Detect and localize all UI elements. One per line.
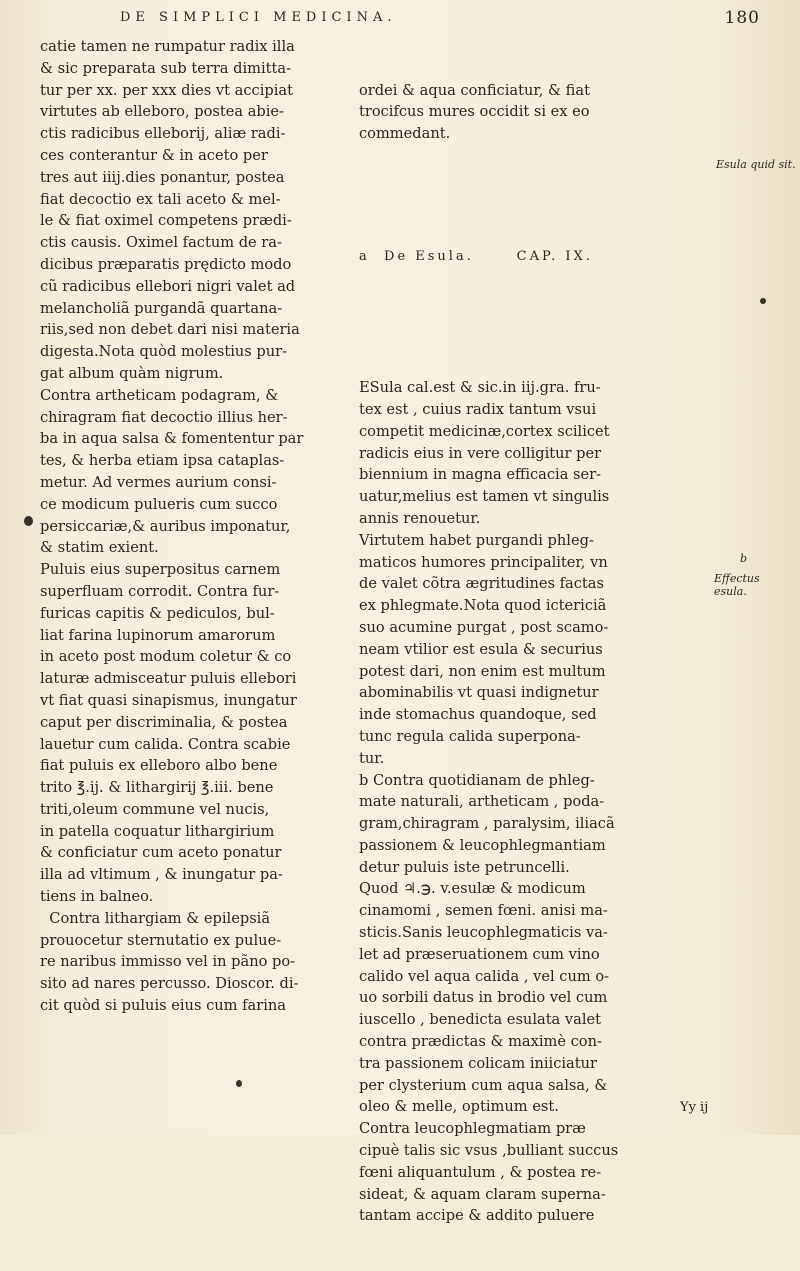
running-head: DE SIMPLICI MEDICINA. (120, 10, 397, 25)
right-text-line-14: potest dari, non enim est multum (359, 662, 606, 680)
right-top-line-1: ordei & aqua conficiatur, & fiat (359, 81, 590, 99)
left-text-line-33: lauetur cum calida. Contra scabie (40, 735, 291, 753)
left-text-line-14: riis,sed non debet dari nisi materia (40, 321, 300, 339)
left-text-line-23: persiccariæ,& auribus imponatur, (40, 517, 291, 535)
right-text-line-7: annis renouetur. (359, 509, 481, 527)
right-text-line-4: radicis eius in vere colligitur per (359, 444, 602, 462)
right-text-line-1: ESula cal.est & sic.in iij.gra. fru- (359, 379, 601, 397)
left-text-line-42: prouocetur sternutatio ex pulue- (40, 931, 282, 949)
right-text-line-29: uo sorbili datus in brodio vel cum (359, 989, 608, 1007)
right-text-line-10: de valet cõtra ægritudines factas (359, 575, 604, 593)
catchword: Yy ij (680, 1100, 709, 1115)
left-text-line-1: catie tamen ne rumpatur radix illa (40, 38, 295, 55)
margin-note-letter-b: b (740, 552, 748, 565)
right-text-line-34: oleo & melle, optimum est. (359, 1098, 559, 1116)
left-text-line-16: gat album quàm nigrum. (40, 364, 224, 382)
left-text-line-9: le & fiat oximel competens prædi- (40, 212, 292, 230)
ink-spot (236, 1080, 242, 1087)
right-text-line-12: suo acumine purgat , post scamo- (359, 618, 609, 636)
right-text-line-38: sideat, & aquam claram superna- (359, 1185, 606, 1203)
right-text-line-3: competit medicinæ,cortex scilicet (359, 422, 610, 440)
right-text-line-30: iuscello , benedicta esulata valet (359, 1011, 602, 1029)
left-text-line-7: tres aut iiij.dies ponantur, postea (40, 168, 285, 186)
left-text-line-40: tiens in balneo. (40, 888, 154, 906)
left-text-line-19: ba in aqua salsa & fomententur par (40, 430, 304, 448)
right-text-line-22: passionem & leucophlegmantiam (359, 836, 606, 854)
left-text-line-37: in patella coquatur lithargirium (40, 822, 275, 840)
left-text-line-43: re naribus immisso vel in pãno po- (40, 953, 296, 971)
right-column (359, 36, 719, 1271)
right-text-line-26: sticis.Sanis leucophlegmaticis va- (359, 924, 608, 942)
left-text-line-8: fiat decoctio ex tali aceto & mel- (40, 190, 281, 208)
ink-spot (760, 298, 766, 304)
right-top-line-2: trocifcus mures occidit si ex eo (359, 103, 590, 121)
left-text-line-34: fiat puluis ex elleboro albo bene (40, 757, 278, 775)
right-text-line-39: tantam accipe & addito puluere (359, 1207, 595, 1225)
page-header (120, 8, 760, 32)
left-text-line-21: metur. Ad vermes aurium consi- (40, 473, 277, 491)
page-number: 180 (724, 8, 760, 28)
right-text-line-11: ex phlegmate.Nota quod ictericiã (359, 597, 607, 615)
left-text-line-22: ce modicum pulueris cum succo (40, 495, 278, 513)
left-text-line-36: triti,oleum commune vel nucis, (40, 800, 270, 818)
margin-note-effectus-esula: Effectus esula. (714, 572, 760, 598)
left-text-line-25: Puluis eius superpositus carnem (40, 561, 281, 579)
left-text-line-15: digesta.Nota quòd molestius pur- (40, 343, 288, 361)
right-text-line-36: cipuè talis sic vsus ,bulliant succus (359, 1142, 619, 1160)
right-text-line-37: fœni aliquantulum , & postea re- (359, 1163, 602, 1181)
margin-note-esula-quid-sit: Esula quid sit. (716, 158, 796, 171)
right-text-line-15: abominabilis vt quasi indignetur (359, 684, 599, 702)
right-text-line-27: let ad præseruationem cum vino (359, 945, 600, 963)
left-text-line-45: cit quòd si puluis eius cum farina (40, 997, 286, 1015)
left-text-line-39: illa ad vltimum , & inungatur pa- (40, 866, 283, 884)
right-text-line-17: tunc regula calida superpona- (359, 727, 581, 745)
right-top-line-3: commedant. (359, 125, 451, 143)
left-text-line-12: cũ radicibus ellebori nigri valet ad (40, 277, 296, 295)
right-text-line-21: gram,chiragram , paralysim, iliacã (359, 815, 615, 833)
right-text-line-23: detur puluis iste petruncelli. (359, 858, 570, 876)
right-text-line-19: b Contra quotidianam de phleg- (359, 771, 595, 789)
left-text-line-3: tur per xx. per xxx dies vt accipiat (40, 81, 293, 99)
left-text-line-44: sito ad nares percusso. Dioscor. di- (40, 975, 299, 993)
left-text-line-18: chiragram fiat decoctio illius her- (40, 408, 288, 426)
left-text-line-38: & conficiatur cum aceto ponatur (40, 844, 282, 862)
left-text-line-32: caput per discriminalia, & postea (40, 713, 288, 731)
left-text-line-28: liat farina lupinorum amarorum (40, 626, 276, 644)
right-text-line-8: Virtutem habet purgandi phleg- (359, 531, 594, 549)
left-text-line-4: virtutes ab elleboro, postea abie- (40, 103, 284, 121)
left-text-line-17: Contra artheticam podagram, & (40, 386, 279, 404)
left-column (40, 36, 360, 1017)
left-text-line-13: melancholiã purgandã quartana- (40, 299, 283, 317)
right-text-line-25: cinamomi , semen fœni. anisi ma- (359, 902, 608, 920)
right-text-line-33: per clysterium cum aqua salsa, & (359, 1076, 608, 1094)
left-text-line-5: ctis radicibus elleborij, aliæ radi- (40, 125, 286, 143)
left-text-line-2: & sic preparata sub terra dimitta- (40, 59, 292, 77)
right-text-line-24: Quod ♃.℈. v.esulæ & modicum (359, 880, 586, 898)
right-text-line-6: uatur,melius est tamen vt singulis (359, 488, 610, 506)
left-text-line-30: laturæ admisceatur puluis ellebori (40, 670, 297, 688)
left-text-line-29: in aceto post modum coletur & co (40, 648, 292, 666)
right-text-line-9: maticos humores principaliter, vn (359, 553, 608, 571)
left-text-line-20: tes, & herba etiam ipsa cataplas- (40, 452, 285, 470)
left-text-line-10: ctis causis. Oximel factum de ra- (40, 234, 282, 252)
left-text-line-27: furicas capitis & pediculos, bul- (40, 604, 275, 622)
right-text-line-18: tur. (359, 749, 385, 767)
right-text-line-28: calido vel aqua calida , vel cum o- (359, 967, 610, 985)
right-text-line-2: tex est , cuius radix tantum vsui (359, 400, 597, 418)
right-text-line-16: inde stomachus quandoque, sed (359, 706, 597, 724)
ink-spot (24, 516, 33, 526)
right-text-line-31: contra prædictas & maximè con- (359, 1033, 602, 1051)
left-text-line-6: ces conterantur & in aceto per (40, 146, 268, 164)
left-text-line-35: trito ℥.ij. & lithargirij ℥.iii. bene (40, 779, 274, 797)
right-text-line-13: neam vtilior est esula & securius (359, 640, 603, 658)
chapter-heading: a De Esula. CAP. IX. (359, 249, 593, 265)
right-text-line-35: Contra leucophlegmatiam præ (359, 1120, 586, 1138)
right-text-line-32: tra passionem colicam iniiciatur (359, 1054, 597, 1072)
right-text-line-5: biennium in magna efficacia ser- (359, 466, 602, 484)
left-text-line-31: vt fiat quasi sinapismus, inungatur (40, 691, 297, 709)
left-text-line-24: & statim exient. (40, 539, 159, 557)
left-text-line-26: superfluam corrodit. Contra fur- (40, 582, 280, 600)
right-text-line-20: mate naturali, artheticam , poda- (359, 793, 605, 811)
left-text-line-41: Contra lithargiam & epilepsiã (40, 909, 271, 927)
left-text-line-11: dicibus præparatis prędicto modo (40, 255, 292, 273)
